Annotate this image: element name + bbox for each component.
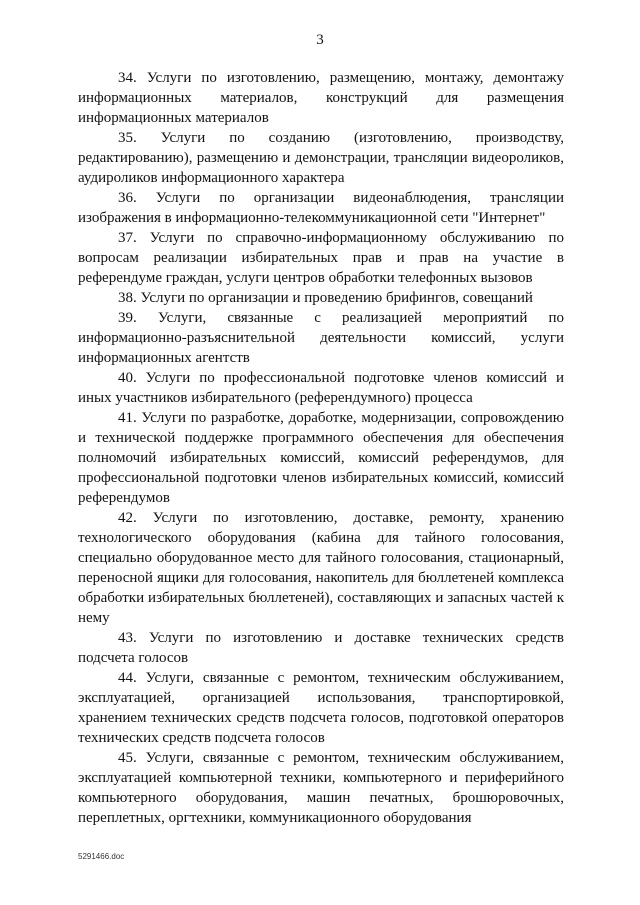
document-body bbox=[78, 68, 564, 828]
list-item-42: 42. Услуги по изготовлению, доставке, ремонту, хранению технологического оборудования (кабина для тайного голосования, специально оборудованное место для тайного голосования, стационарный, переносной ящики для голосования, накопитель для бюллетеней комплекса обработки избирательных бюллетеней), составляющих и запасных частей к нему bbox=[78, 510, 564, 626]
list-item-34: 34. Услуги по изготовлению, размещению, монтажу, демонтажу информационных материалов, конструкций для размещения информационных материалов bbox=[78, 70, 564, 126]
page-number: 3 bbox=[316, 32, 324, 48]
list-item-45: 45. Услуги, связанные с ремонтом, техническим обслуживанием, эксплуатацией компьютерной техники, компьютерного и периферийного компьютерного оборудования, машин печатных, брошюровочных, переплетных, оргтехники, коммуникационного оборудования bbox=[78, 750, 564, 826]
list-item-35: 35. Услуги по созданию (изготовлению, производству, редактированию), размещению и демонстрации, трансляции видеороликов, аудироликов информационного характера bbox=[78, 130, 564, 186]
list-item-43: 43. Услуги по изготовлению и доставке технических средств подсчета голосов bbox=[78, 630, 564, 666]
list-item-44: 44. Услуги, связанные с ремонтом, техническим обслуживанием, эксплуатацией, организацией использования, транспортировкой, хранением технических средств подсчета голосов, подготовкой операторов технических средств подсчета голосов bbox=[78, 670, 564, 746]
document-file-id: 5291466.doc bbox=[78, 852, 125, 861]
list-item-36: 36. Услуги по организации видеонаблюдения, трансляции изображения в информационно-телекоммуникационной сети "Интернет" bbox=[78, 190, 564, 226]
list-item-41: 41. Услуги по разработке, доработке, модернизации, сопровождению и технической поддержке программного обеспечения для обеспечения полномочий избирательных комиссий, комиссий референдумов, для профессиональной подготовки членов избирательных комиссий, комиссий референдумов bbox=[78, 410, 564, 506]
list-item-38: 38. Услуги по организации и проведению брифингов, совещаний bbox=[118, 290, 533, 306]
list-item-39: 39. Услуги, связанные с реализацией мероприятий по информационно-разъяснительной деятельности комиссий, услуги информационных агентств bbox=[78, 310, 564, 366]
list-item-37: 37. Услуги по справочно-информационному обслуживанию по вопросам реализации избирательных прав и прав на участие в референдуме граждан, услуги центров обработки телефонных вызовов bbox=[78, 230, 564, 286]
list-item-40: 40. Услуги по профессиональной подготовке членов комиссий и иных участников избирательного (референдумного) процесса bbox=[78, 370, 564, 406]
